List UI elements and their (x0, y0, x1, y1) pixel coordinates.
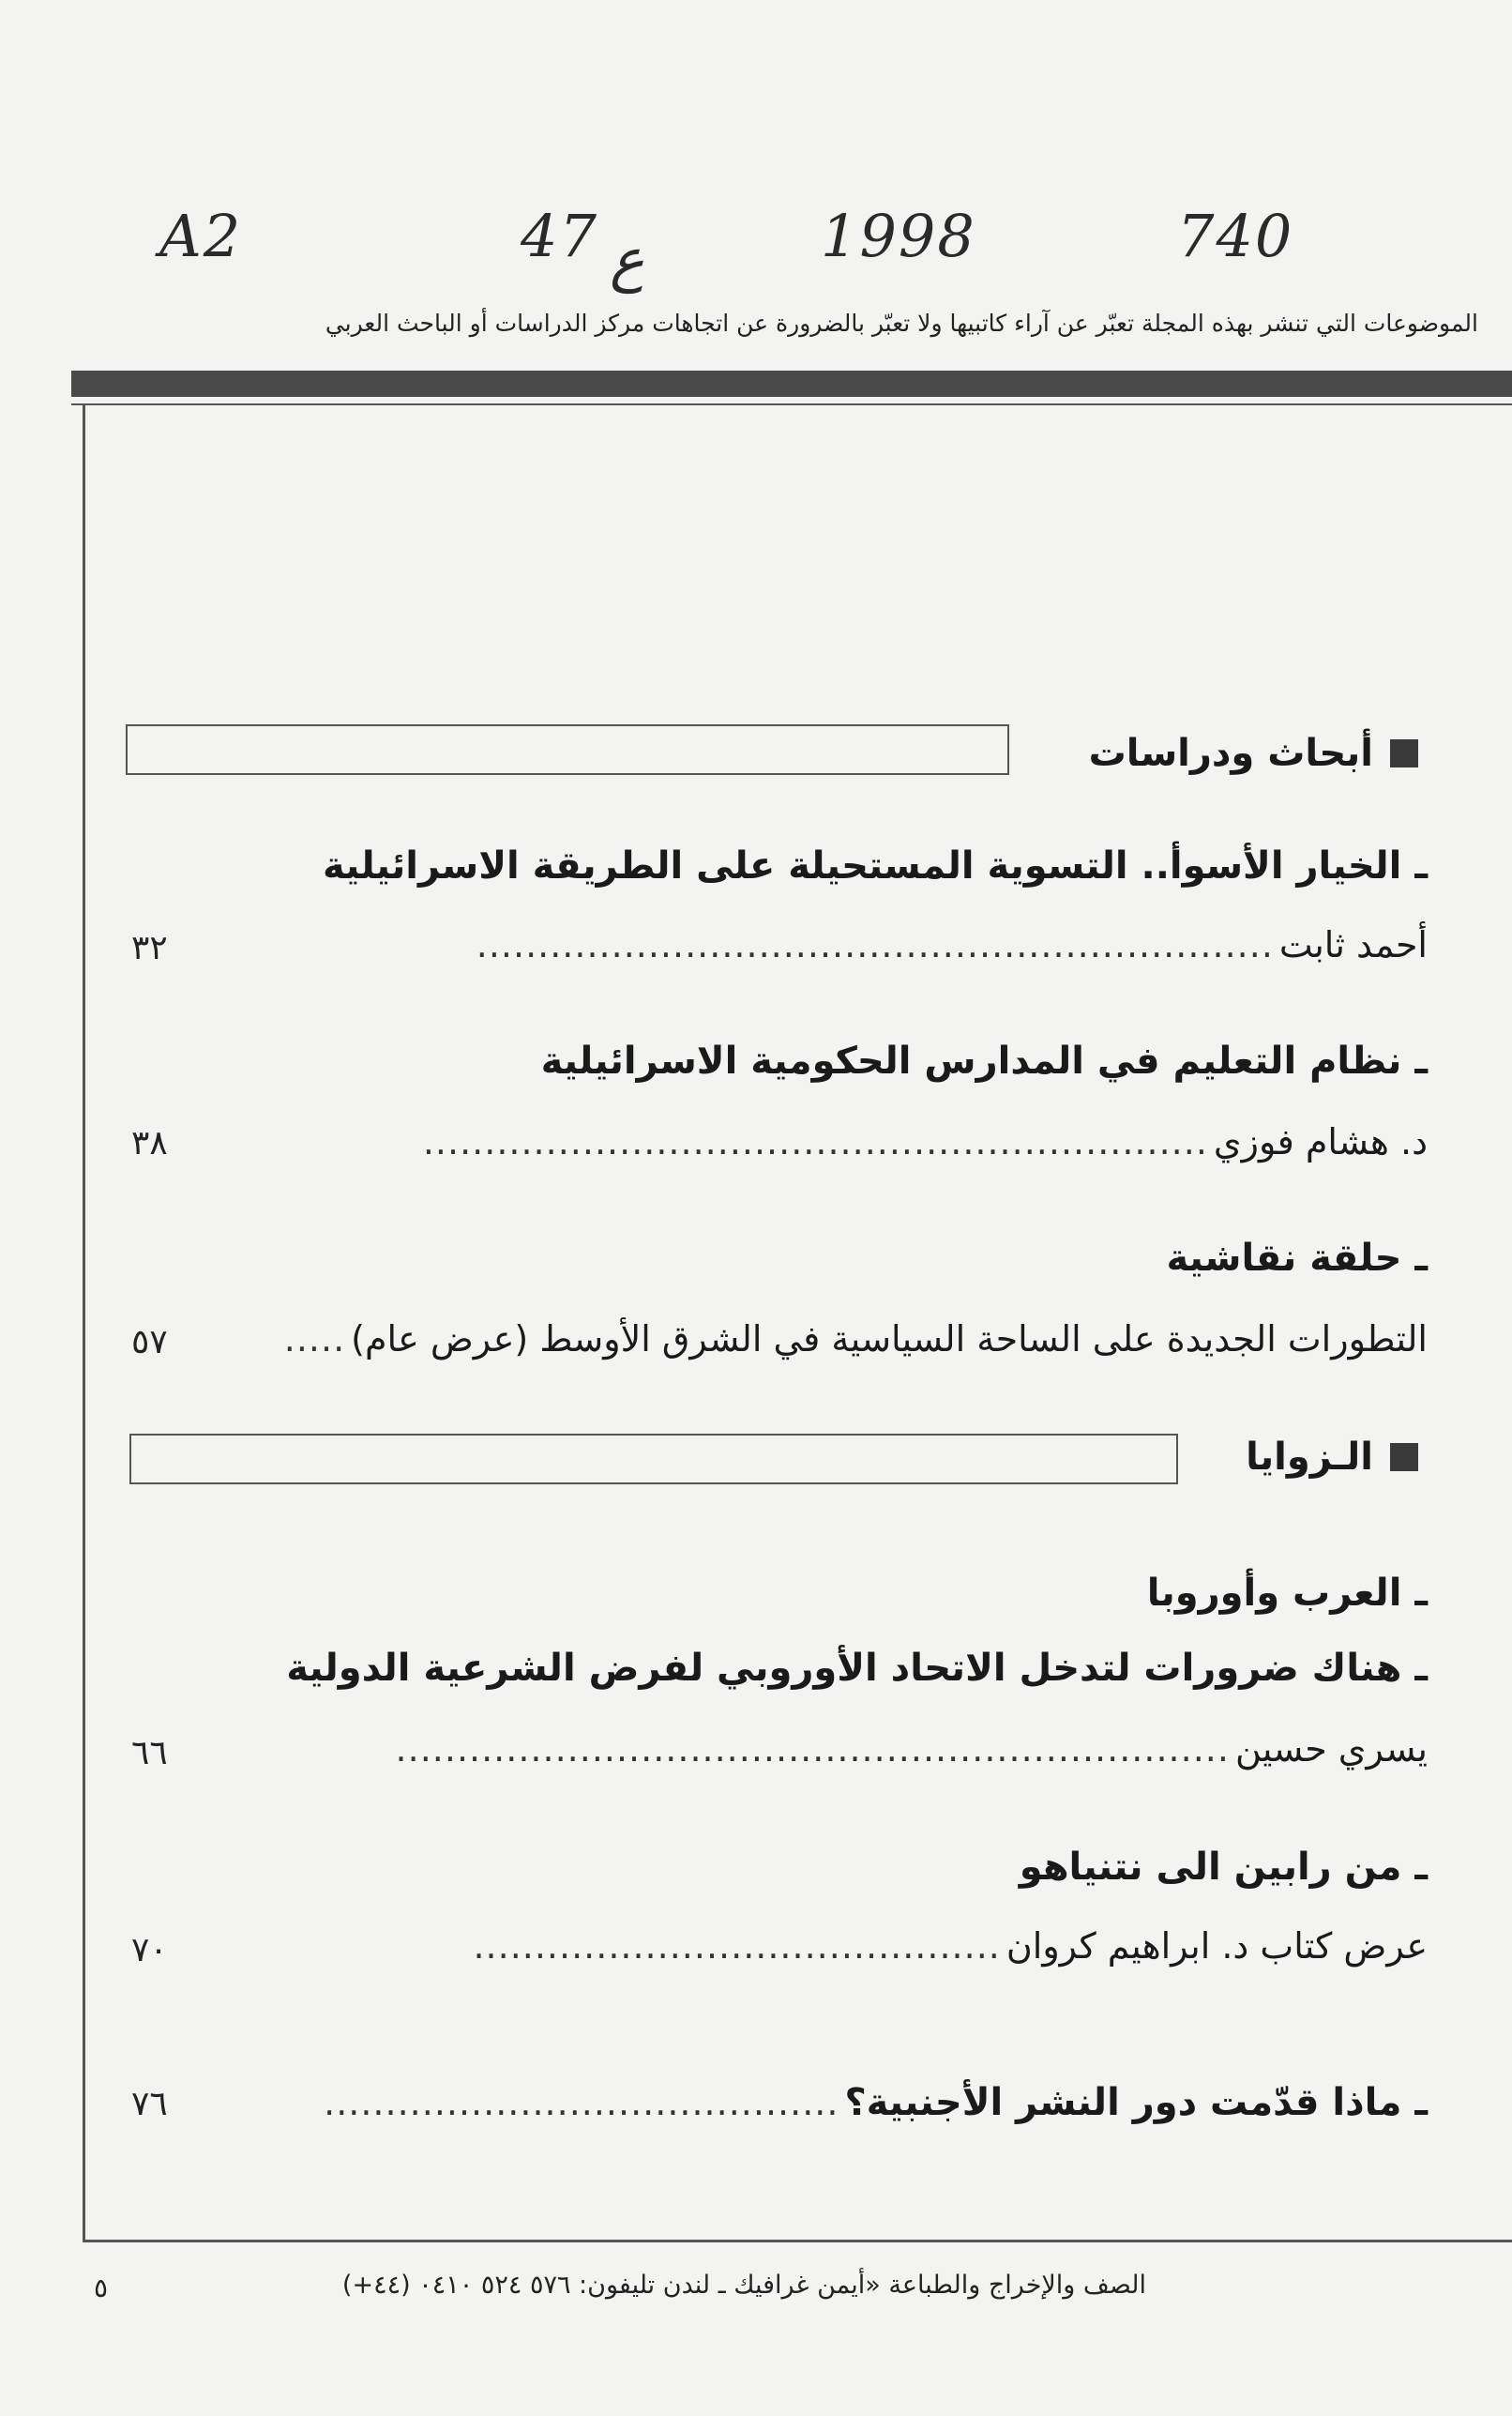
entry-subtitle: ـ هناك ضرورات لتدخل الاتحاد الأوروبي لفرض الشرعية الدولية (286, 1647, 1428, 1690)
page-ref: ٣٢ (131, 929, 168, 967)
handwritten-year: 1998 (821, 202, 976, 270)
frame-bottom (83, 2240, 1512, 2242)
entry-title: ـ حلقة نقاشية (1166, 1237, 1428, 1280)
entry-author: عرض كتاب د. ابراهيم كروان (1005, 1925, 1428, 1967)
frame-top (71, 403, 1512, 405)
toc-entry[interactable] (324, 2081, 1428, 2124)
page-ref: ٧٦ (131, 2085, 168, 2123)
entry-author: التطورات الجديدة على الساحة السياسية في الشرق الأوسط (عرض عام) (351, 1318, 1428, 1360)
entry-author: د. هشام فوزي (1213, 1121, 1428, 1162)
leader-dots: .................................................................... (395, 1728, 1230, 1770)
handwritten-a2: A2 (159, 202, 243, 270)
leader-dots: ................................................................ (422, 1121, 1208, 1162)
section-title: أبحاث ودراسات (1088, 732, 1373, 775)
disclaimer-text: الموضوعات التي تنشر بهذه المجلة تعبّر عن آراء كاتبيها ولا تعبّر بالضرورة عن اتجاهات مركز الدراسات أو الباحث العربي (325, 310, 1478, 337)
section-box (126, 724, 1009, 775)
page-ref: ٦٦ (131, 1734, 168, 1772)
toc-entry[interactable] (284, 1318, 1428, 1360)
section-title: الـزوايا (1246, 1436, 1373, 1479)
square-bullet-icon (1390, 739, 1418, 767)
handwritten-ain: ع (610, 225, 644, 294)
entry-title: ـ ماذا قدّمت دور النشر الأجنبية؟ (844, 2081, 1428, 2124)
leader-dots: ................................................................. (476, 924, 1274, 965)
section-heading-angles (1246, 1436, 1418, 1479)
toc-entry[interactable] (423, 1121, 1428, 1162)
leader-dots: .......................................... (324, 2082, 839, 2123)
entry-author: أحمد ثابت (1278, 924, 1428, 965)
entry-title: ـ نظام التعليم في المدارس الحكومية الاسرائيلية (540, 1040, 1428, 1083)
entry-author: يسري حسين (1234, 1728, 1428, 1770)
section-heading-research (1089, 732, 1418, 775)
square-bullet-icon (1390, 1443, 1418, 1471)
page-ref: ٧٠ (131, 1931, 168, 1969)
entry-title: ـ العرب وأوروبا (1146, 1572, 1428, 1615)
header-rule (71, 371, 1512, 397)
entry-title: ـ من رابين الى نتنياهو (1019, 1846, 1428, 1889)
toc-entry[interactable] (473, 1925, 1428, 1967)
leader-dots: ........................................... (473, 1925, 1001, 1967)
printer-credit: الصف والإخراج والطباعة «أيمن غرافيك ـ لندن تليفون: ٥٧٦ ٥٢٤ ٠٤١٠ (٤٤+) (341, 2271, 1146, 2300)
page-number: ٥ (94, 2272, 109, 2303)
frame-left (83, 403, 85, 2242)
entry-title: ـ الخيار الأسوأ.. التسوية المستحيلة على الطريقة الاسرائيلية (323, 844, 1428, 888)
toc-entry[interactable] (396, 1728, 1428, 1770)
handwritten-issue: 47 (521, 202, 598, 270)
page-ref: ٣٨ (131, 1124, 168, 1162)
section-box (129, 1434, 1178, 1484)
handwritten-number: 740 (1177, 202, 1294, 270)
page-ref: ٥٧ (131, 1323, 168, 1361)
leader-dots: ..... (283, 1318, 346, 1360)
toc-entry[interactable] (476, 924, 1428, 965)
